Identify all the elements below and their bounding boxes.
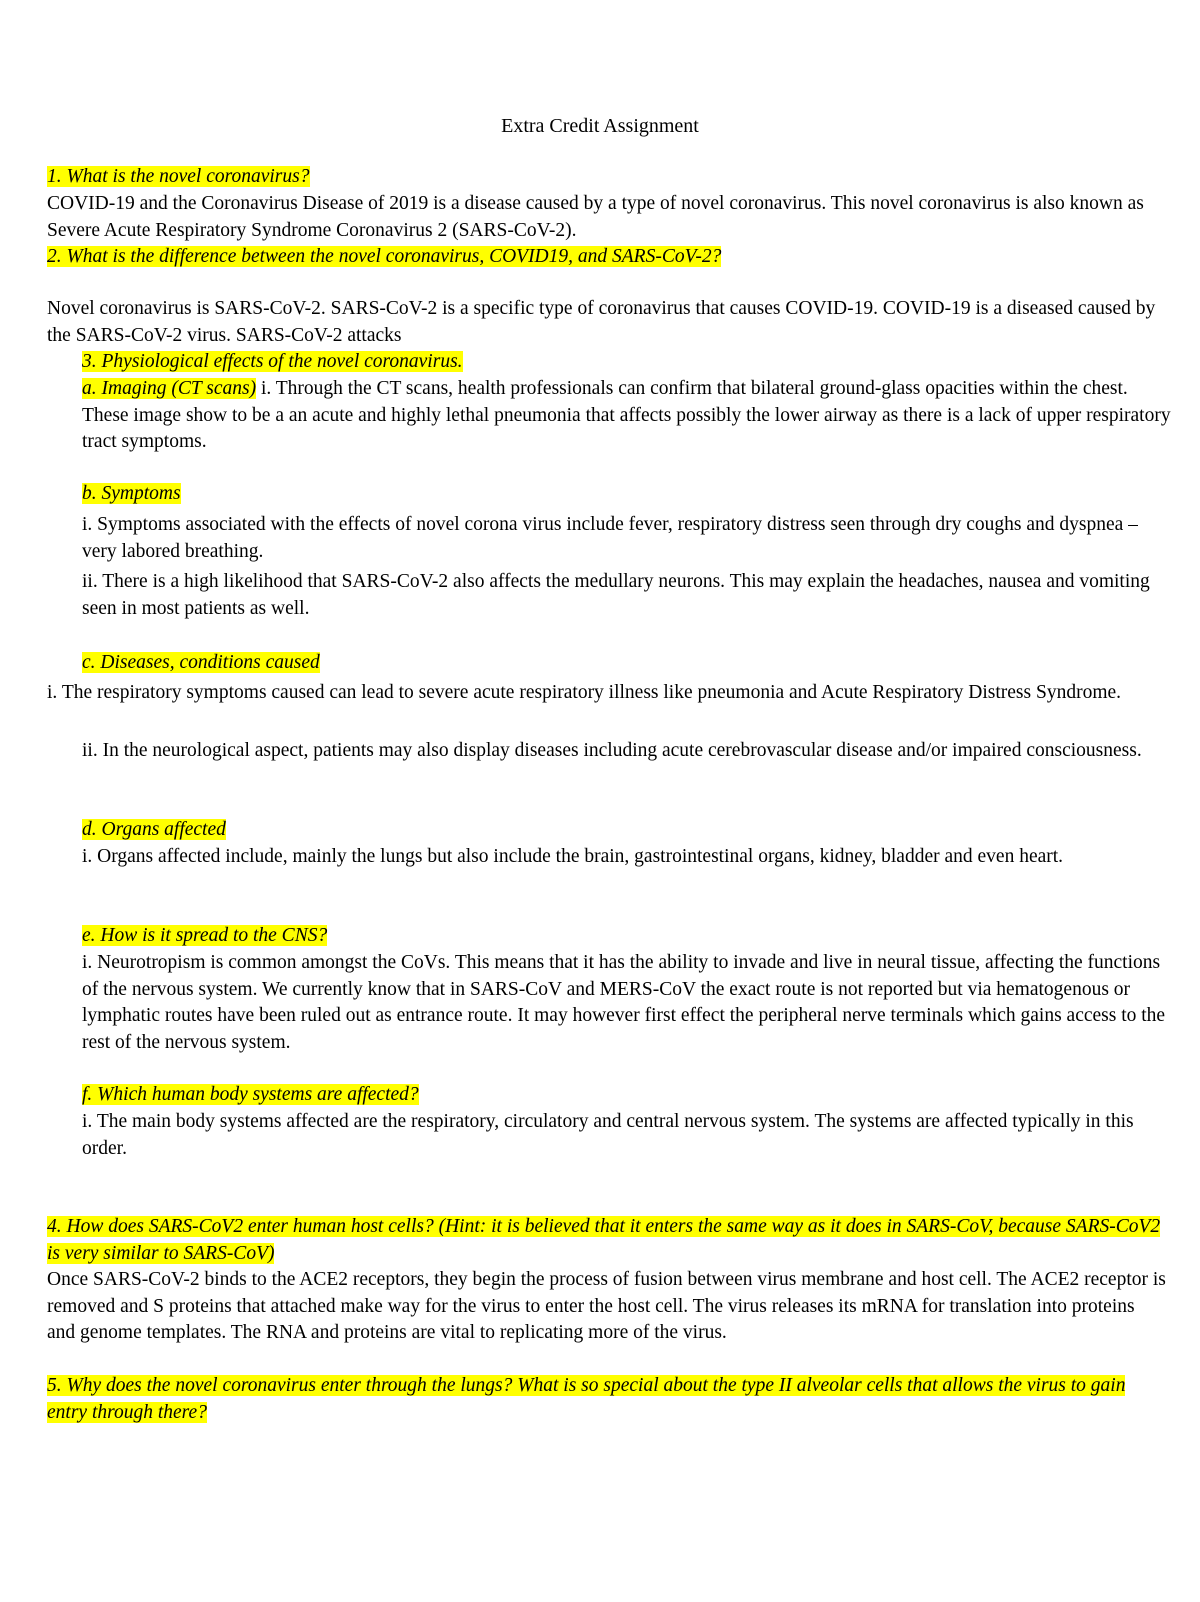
answer-2: Novel coronavirus is SARS-CoV-2. SARS-CoV-2 is a specific type of coronavirus that causes COVID-19. COVID-19 is a diseased caused by the SARS-CoV-2 virus. SARS-CoV-2 attacks <box>47 298 1156 346</box>
section-3d-heading: d. Organs affected <box>82 819 226 840</box>
question-4 <box>47 1214 1167 1267</box>
question-2 <box>47 244 1167 271</box>
section-3d-item-i: i. Organs affected include, mainly the lungs but also include the brain, gastrointestinal organs, kidney, bladder and even heart. <box>82 846 1064 867</box>
section-3c-item-i: i. The respiratory symptoms caused can lead to severe acute respiratory illness like pneumonia and Acute Respiratory Distress Syndrome. <box>47 682 1122 703</box>
question-3 <box>82 349 1172 376</box>
section-3b-heading-line <box>82 481 1172 508</box>
answer-1: COVID-19 and the Coronavirus Disease of 2019 is a disease caused by a type of novel coronavirus. This novel coronavirus is also known as Severe Acute Respiratory Syndrome Coronavirus 2 (SARS-CoV-2). <box>47 193 1144 241</box>
section-3c-heading: c. Diseases, conditions caused <box>82 652 320 673</box>
answer-4: Once SARS-CoV-2 binds to the ACE2 receptors, they begin the process of fusion between virus membrane and host cell. The ACE2 receptor is removed and S proteins that attached make way for the virus to enter the host cell. The virus releases its mRNA for translation into proteins and genome templates. The RNA and proteins are vital to replicating more of the virus. <box>47 1269 1166 1343</box>
question-3-text: 3. Physiological effects of the novel coronavirus. <box>82 351 463 372</box>
question-4-text: 4. How does SARS-CoV2 enter human host cells? (Hint: it is believed that it enters the same way as it does in SARS-CoV, because SARS-CoV2 is very similar to SARS-CoV) <box>47 1216 1161 1264</box>
section-3f-heading-line <box>82 1082 1172 1109</box>
question-5 <box>47 1373 1167 1426</box>
section-3c-heading-line <box>82 650 1172 677</box>
section-3e-item-i: i. Neurotropism is common amongst the CoVs. This means that it has the ability to invade and live in neural tissue, affecting the functions of the nervous system. We currently know that in SARS-CoV and MERS-CoV the exact route is not reported but via hematogenous or lymphatic routes have been ruled out as entrance route. It may however first effect the peripheral nerve terminals which gains access to the rest of the nervous system. <box>82 952 1166 1053</box>
section-3b-item-i: i. Symptoms associated with the effects of novel corona virus include fever, respiratory distress seen through dry coughs and dyspnea – very labored breathing. <box>82 514 1138 562</box>
question-1-text: 1. What is the novel coronavirus? <box>47 166 310 187</box>
section-3c-item-ii: ii. In the neurological aspect, patients may also display diseases including acute cerebrovascular disease and/or impaired consciousness. <box>82 740 1142 761</box>
section-3a-heading: a. Imaging (CT scans) <box>82 378 257 399</box>
section-3f-heading: f. Which human body systems are affected? <box>82 1084 419 1105</box>
section-3f-item-i: i. The main body systems affected are the respiratory, circulatory and central nervous system. The systems are affected typically in this order. <box>82 1111 1134 1159</box>
document-title: Extra Credit Assignment <box>501 115 699 137</box>
question-1 <box>47 164 1167 191</box>
section-3a-text: i. Through the CT scans, health professionals can confirm that bilateral ground-glass opacities within the chest. These image show to be a an acute and highly lethal pneumonia that affects possibly the lower airway as there is a lack of upper respiratory tract symptoms. <box>82 378 1171 452</box>
section-3e-heading-line <box>82 923 1172 950</box>
question-2-text: 2. What is the difference between the novel coronavirus, COVID19, and SARS-CoV-2? <box>47 246 722 267</box>
section-3b-item-ii: ii. There is a high likelihood that SARS-CoV-2 also affects the medullary neurons. This may explain the headaches, nausea and vomiting seen in most patients as well. <box>82 571 1150 619</box>
section-3d-heading-line <box>82 817 1172 844</box>
section-3b-heading: b. Symptoms <box>82 483 181 504</box>
question-5-text: 5. Why does the novel coronavirus enter through the lungs? What is so special about the type II alveolar cells that allows the virus to gain entry through there? <box>47 1375 1126 1423</box>
section-3a <box>82 376 1172 456</box>
section-3e-heading: e. How is it spread to the CNS? <box>82 925 328 946</box>
